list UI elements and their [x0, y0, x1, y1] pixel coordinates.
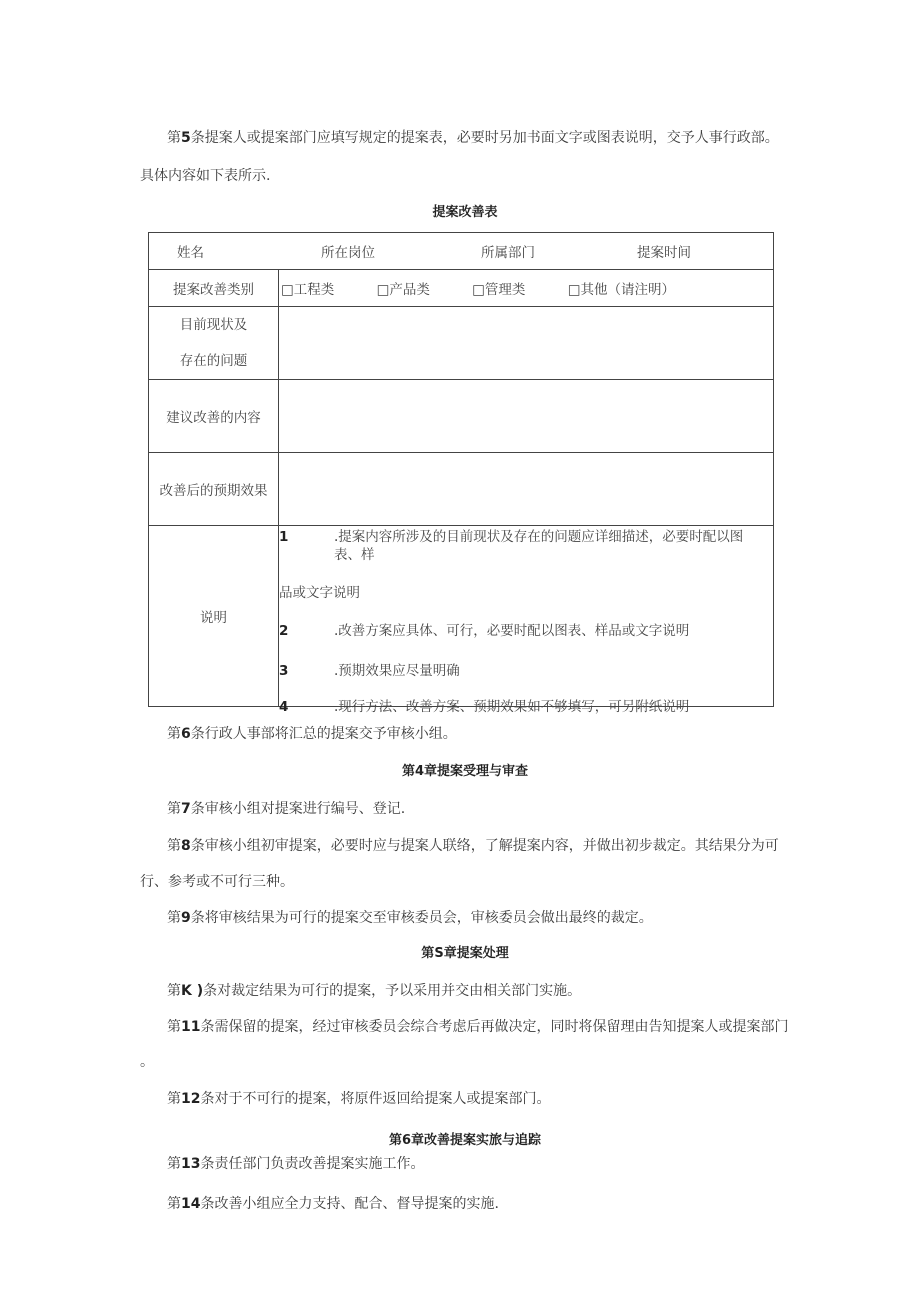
article-prefix: 第 [167, 983, 181, 999]
chapter-prefix: 第 [388, 1133, 402, 1148]
article-prefix: 第 [167, 801, 181, 817]
article-prefix: 第 [167, 1019, 181, 1035]
header-fields [149, 233, 773, 269]
chapter-number: 4 [414, 764, 425, 779]
article-number: K ) [181, 983, 204, 999]
note-text: .现行方法、改善方案、预期效果如不够填写，可另附纸说明 [334, 699, 690, 715]
notes-content [279, 526, 773, 715]
article-text: 条审核小组初审提案，必要时应与提案人联络，了解提案内容，并做出初步裁定。其结果分为可 [190, 838, 779, 854]
current-status-row [149, 307, 774, 380]
note-text: .预期效果应尽量明确 [334, 663, 460, 679]
article-text: 条改善小组应全力支持、配合、督导提案的实施. [200, 1196, 499, 1212]
chapter-text: 章提案受理与审查 [424, 764, 529, 779]
notes-label: 说明 [149, 526, 279, 707]
current-status-field[interactable] [279, 307, 774, 380]
article-number: 14 [181, 1196, 201, 1212]
chapter-4-heading [140, 762, 790, 782]
header-name: 姓名 [177, 245, 204, 261]
article-number: 6 [181, 726, 191, 742]
note-text-body: .提案内容所涉及的目前现状及存在的问题应详细描述，必要时配以图表、样 [334, 529, 744, 563]
article-6 [140, 724, 790, 744]
chapter-number: 6 [401, 1133, 412, 1148]
article-5-line-1 [140, 128, 790, 148]
chapter-number: S [434, 946, 444, 961]
current-status-label-line-2: 存在的问题 [179, 353, 248, 369]
article-9 [140, 908, 790, 928]
article-12 [140, 1089, 790, 1109]
article-11-line-2: 。 [140, 1054, 154, 1070]
article-number: 11 [181, 1019, 201, 1035]
category-product[interactable]: □产品类 [376, 282, 430, 298]
header-cell [149, 233, 774, 270]
notes-cell [279, 526, 774, 715]
article-number: 9 [181, 910, 191, 926]
header-department: 所属部门 [481, 245, 535, 261]
article-text: 条对于不可行的提案，将原件返回给提案人或提案部门。 [200, 1091, 551, 1107]
article-number: 8 [181, 838, 191, 854]
chapter-text: 章改善提案实旅与追踪 [411, 1133, 542, 1148]
notes-row [149, 526, 774, 707]
category-engineering[interactable]: □工程类 [281, 282, 335, 298]
article-text: 条将审核结果为可行的提案交至审核委员会，审核委员会做出最终的裁定。 [190, 910, 653, 926]
expected-effect-field[interactable] [279, 453, 774, 526]
article-prefix: 第 [167, 130, 181, 146]
header-row [149, 233, 774, 270]
article-11-line-1 [140, 1017, 790, 1037]
article-prefix: 第 [167, 838, 181, 854]
article-number: 13 [181, 1156, 201, 1172]
article-prefix: 第 [167, 1196, 181, 1212]
note-number: 1 [279, 529, 289, 545]
category-management[interactable]: □管理类 [472, 282, 526, 298]
proposal-form-table [148, 232, 774, 715]
article-10 [140, 981, 790, 1001]
category-label: 提案改善类别 [149, 270, 279, 307]
expected-effect-row [149, 453, 774, 526]
suggestion-row [149, 380, 774, 453]
article-prefix: 第 [167, 726, 181, 742]
category-options [279, 270, 774, 307]
chapter-5-heading [140, 944, 790, 964]
chapter-prefix: 第 [401, 764, 415, 779]
article-number: 12 [181, 1091, 201, 1107]
article-text: 条责任部门负责改善提案实施工作。 [200, 1156, 425, 1172]
note-number: 4 [279, 699, 289, 715]
chapter-text: 章提案处理 [443, 946, 509, 961]
suggestion-field[interactable] [279, 380, 774, 453]
suggestion-label: 建议改善的内容 [149, 380, 279, 453]
note-number: 3 [279, 663, 289, 679]
category-row [149, 270, 774, 307]
note-text: .改善方案应具体、可行，必要时配以图表、样品或文字说明 [334, 623, 690, 639]
article-prefix: 第 [167, 1091, 181, 1107]
chapter-6-heading [140, 1131, 790, 1151]
article-5-line-2: 具体内容如下表所示. [140, 168, 271, 184]
article-text: 条需保留的提案，经过审核委员会综合考虑后再做决定，同时将保留理由告知提案人或提案部门 [200, 1019, 789, 1035]
article-14 [140, 1194, 790, 1214]
article-text: 条行政人事部将汇总的提案交予审核小组。 [190, 726, 457, 742]
current-status-label-line-1: 目前现状及 [179, 317, 248, 333]
article-number: 7 [181, 801, 191, 817]
article-7 [140, 799, 790, 819]
article-text: 条审核小组对提案进行编号、登记. [190, 801, 406, 817]
article-8-line-1 [140, 836, 790, 856]
category-other[interactable]: □其他（请注明） [567, 282, 675, 298]
current-status-label [149, 307, 279, 380]
article-prefix: 第 [167, 1156, 181, 1172]
table-title: 提案改善表 [432, 205, 498, 220]
expected-effect-label: 改善后的预期效果 [149, 453, 279, 526]
note-text [334, 528, 764, 564]
header-position: 所在岗位 [321, 245, 375, 261]
note-1-continuation: 品或文字说明 [279, 585, 360, 601]
article-text: 条对裁定结果为可行的提案，予以采用并交由相关部门实施。 [203, 983, 582, 999]
article-8-line-2: 行、参考或不可行三种。 [140, 874, 294, 890]
article-13 [140, 1154, 790, 1174]
article-prefix: 第 [167, 910, 181, 926]
header-time: 提案时间 [637, 245, 691, 261]
chapter-prefix: 第 [421, 946, 435, 961]
article-text: 条提案人或提案部门应填写规定的提案表，必要时另加书面文字或图表说明，交予人事行政部。 [190, 130, 779, 146]
article-number: 5 [181, 130, 191, 146]
note-number: 2 [279, 623, 289, 639]
